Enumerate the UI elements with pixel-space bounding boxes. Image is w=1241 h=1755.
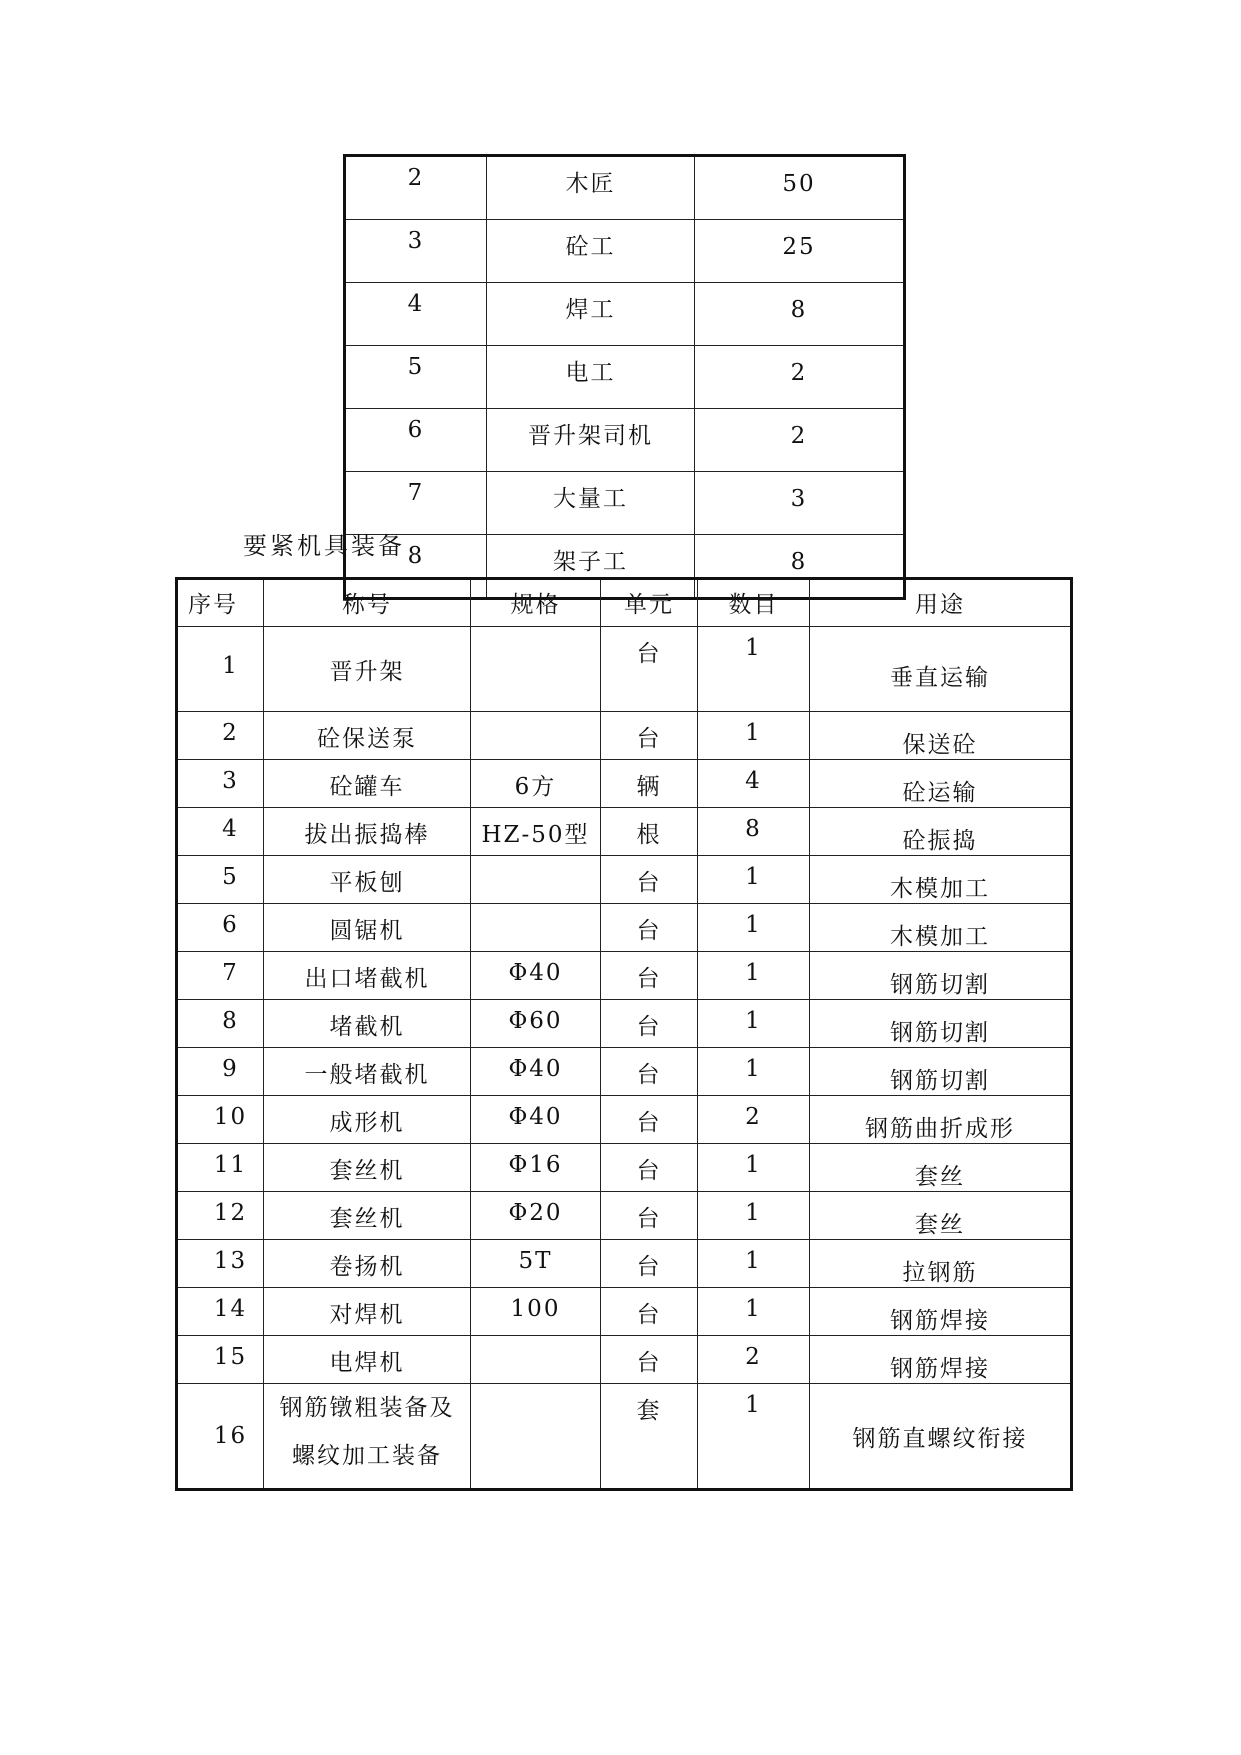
table-row bbox=[177, 952, 1072, 1000]
cell-no: 3 bbox=[177, 760, 264, 808]
cell-name bbox=[264, 1384, 471, 1490]
cell-spec bbox=[471, 627, 601, 712]
cell-use: 钢筋切割 bbox=[810, 1000, 1072, 1048]
cell-name: 堵截机 bbox=[264, 1000, 471, 1048]
table-row bbox=[177, 1336, 1072, 1384]
cell-use: 钢筋切割 bbox=[810, 952, 1072, 1000]
table-row bbox=[177, 1144, 1072, 1192]
cell-use: 套丝 bbox=[810, 1144, 1072, 1192]
cell-trade: 焊工 bbox=[487, 283, 695, 346]
section-heading: 要紧机具装备 bbox=[243, 532, 405, 560]
cell-name: 圆锯机 bbox=[264, 904, 471, 952]
cell-count: 2 bbox=[695, 346, 905, 409]
cell-name: 平板刨 bbox=[264, 856, 471, 904]
table-row bbox=[177, 712, 1072, 760]
labor-table bbox=[343, 154, 906, 600]
header-name: 称号 bbox=[264, 579, 471, 627]
cell-name: 卷扬机 bbox=[264, 1240, 471, 1288]
cell-unit: 台 bbox=[601, 1192, 698, 1240]
header-no: 序号 bbox=[177, 579, 264, 627]
cell-use: 垂直运输 bbox=[810, 627, 1072, 712]
cell-no: 3 bbox=[345, 220, 487, 283]
cell-name: 砼保送泵 bbox=[264, 712, 471, 760]
cell-trade: 木匠 bbox=[487, 156, 695, 220]
table-row bbox=[177, 1288, 1072, 1336]
cell-qty: 8 bbox=[698, 808, 810, 856]
cell-use: 钢筋焊接 bbox=[810, 1336, 1072, 1384]
table-header-row bbox=[177, 579, 1072, 627]
cell-no: 4 bbox=[177, 808, 264, 856]
cell-unit: 台 bbox=[601, 1336, 698, 1384]
cell-name: 一般堵截机 bbox=[264, 1048, 471, 1096]
table-row bbox=[177, 808, 1072, 856]
cell-name: 砼罐车 bbox=[264, 760, 471, 808]
cell-no: 12 bbox=[177, 1192, 264, 1240]
cell-unit: 根 bbox=[601, 808, 698, 856]
cell-use: 砼振捣 bbox=[810, 808, 1072, 856]
header-use: 用途 bbox=[810, 579, 1072, 627]
cell-trade: 架子工 bbox=[487, 535, 695, 599]
cell-trade: 砼工 bbox=[487, 220, 695, 283]
cell-trade: 晋升架司机 bbox=[487, 409, 695, 472]
cell-name: 对焊机 bbox=[264, 1288, 471, 1336]
cell-name: 电焊机 bbox=[264, 1336, 471, 1384]
cell-spec: 6方 bbox=[471, 760, 601, 808]
table-row bbox=[177, 1048, 1072, 1096]
cell-no: 2 bbox=[345, 156, 487, 220]
cell-qty: 1 bbox=[698, 1048, 810, 1096]
cell-no: 5 bbox=[177, 856, 264, 904]
cell-qty: 1 bbox=[698, 904, 810, 952]
cell-spec: Φ60 bbox=[471, 1000, 601, 1048]
table-row bbox=[177, 904, 1072, 952]
cell-use: 拉钢筋 bbox=[810, 1240, 1072, 1288]
cell-no: 4 bbox=[345, 283, 487, 346]
header-qty: 数目 bbox=[698, 579, 810, 627]
cell-use: 木模加工 bbox=[810, 904, 1072, 952]
cell-unit: 台 bbox=[601, 904, 698, 952]
table-row bbox=[177, 1384, 1072, 1490]
cell-spec: Φ40 bbox=[471, 952, 601, 1000]
cell-spec: Φ20 bbox=[471, 1192, 601, 1240]
cell-spec: 5T bbox=[471, 1240, 601, 1288]
cell-qty: 1 bbox=[698, 952, 810, 1000]
cell-unit: 台 bbox=[601, 627, 698, 712]
cell-name: 成形机 bbox=[264, 1096, 471, 1144]
cell-count: 8 bbox=[695, 283, 905, 346]
cell-spec: Φ16 bbox=[471, 1144, 601, 1192]
cell-unit: 辆 bbox=[601, 760, 698, 808]
cell-no: 11 bbox=[177, 1144, 264, 1192]
cell-spec: Φ40 bbox=[471, 1096, 601, 1144]
cell-name-line1: 钢筋镦粗装备及 bbox=[279, 1395, 455, 1421]
cell-use: 套丝 bbox=[810, 1192, 1072, 1240]
cell-name: 晋升架 bbox=[264, 627, 471, 712]
cell-unit: 台 bbox=[601, 856, 698, 904]
cell-unit: 台 bbox=[601, 1288, 698, 1336]
cell-use: 保送砼 bbox=[810, 712, 1072, 760]
cell-qty: 1 bbox=[698, 1288, 810, 1336]
cell-no: 7 bbox=[345, 472, 487, 535]
cell-spec bbox=[471, 1336, 601, 1384]
cell-use: 钢筋切割 bbox=[810, 1048, 1072, 1096]
cell-count: 2 bbox=[695, 409, 905, 472]
cell-use: 砼运输 bbox=[810, 760, 1072, 808]
cell-spec bbox=[471, 712, 601, 760]
cell-use: 钢筋直螺纹衔接 bbox=[810, 1384, 1072, 1490]
cell-no: 10 bbox=[177, 1096, 264, 1144]
cell-qty: 1 bbox=[698, 856, 810, 904]
cell-no: 1 bbox=[177, 627, 264, 712]
cell-name: 套丝机 bbox=[264, 1144, 471, 1192]
cell-no: 5 bbox=[345, 346, 487, 409]
cell-no: 14 bbox=[177, 1288, 264, 1336]
cell-qty: 1 bbox=[698, 1240, 810, 1288]
table-row bbox=[345, 156, 905, 220]
cell-trade: 电工 bbox=[487, 346, 695, 409]
cell-spec bbox=[471, 856, 601, 904]
cell-qty: 2 bbox=[698, 1096, 810, 1144]
cell-no: 15 bbox=[177, 1336, 264, 1384]
cell-qty: 1 bbox=[698, 1192, 810, 1240]
cell-unit: 台 bbox=[601, 952, 698, 1000]
cell-no: 8 bbox=[345, 535, 487, 599]
cell-unit: 台 bbox=[601, 712, 698, 760]
cell-unit: 套 bbox=[601, 1384, 698, 1490]
cell-no: 6 bbox=[345, 409, 487, 472]
cell-spec: 100 bbox=[471, 1288, 601, 1336]
table-row bbox=[177, 856, 1072, 904]
cell-unit: 台 bbox=[601, 1000, 698, 1048]
table-row bbox=[345, 283, 905, 346]
table-row bbox=[345, 220, 905, 283]
header-spec: 规格 bbox=[471, 579, 601, 627]
cell-name-line2: 螺纹加工装备 bbox=[292, 1443, 442, 1469]
cell-use: 钢筋焊接 bbox=[810, 1288, 1072, 1336]
cell-qty: 2 bbox=[698, 1336, 810, 1384]
cell-no: 16 bbox=[177, 1384, 264, 1490]
cell-count: 8 bbox=[695, 535, 905, 599]
cell-name: 出口堵截机 bbox=[264, 952, 471, 1000]
cell-unit: 台 bbox=[601, 1096, 698, 1144]
cell-qty: 1 bbox=[698, 1144, 810, 1192]
cell-no: 7 bbox=[177, 952, 264, 1000]
cell-no: 8 bbox=[177, 1000, 264, 1048]
cell-name: 套丝机 bbox=[264, 1192, 471, 1240]
table-row bbox=[345, 472, 905, 535]
cell-trade: 大量工 bbox=[487, 472, 695, 535]
cell-count: 3 bbox=[695, 472, 905, 535]
table-row bbox=[345, 409, 905, 472]
table-row bbox=[177, 1096, 1072, 1144]
cell-unit: 台 bbox=[601, 1144, 698, 1192]
cell-no: 9 bbox=[177, 1048, 264, 1096]
equipment-table bbox=[175, 577, 1073, 1491]
cell-spec: Φ40 bbox=[471, 1048, 601, 1096]
cell-no: 6 bbox=[177, 904, 264, 952]
cell-no: 13 bbox=[177, 1240, 264, 1288]
cell-name: 拔出振捣棒 bbox=[264, 808, 471, 856]
cell-qty: 4 bbox=[698, 760, 810, 808]
cell-use: 钢筋曲折成形 bbox=[810, 1096, 1072, 1144]
cell-qty: 1 bbox=[698, 627, 810, 712]
cell-count: 50 bbox=[695, 156, 905, 220]
table-row bbox=[177, 1192, 1072, 1240]
cell-spec: HZ-50型 bbox=[471, 808, 601, 856]
cell-no: 2 bbox=[177, 712, 264, 760]
table-row bbox=[177, 1000, 1072, 1048]
cell-spec bbox=[471, 904, 601, 952]
table-row bbox=[177, 1240, 1072, 1288]
cell-spec bbox=[471, 1384, 601, 1490]
cell-qty: 1 bbox=[698, 1000, 810, 1048]
cell-qty: 1 bbox=[698, 712, 810, 760]
table-row bbox=[177, 760, 1072, 808]
cell-unit: 台 bbox=[601, 1048, 698, 1096]
cell-qty: 1 bbox=[698, 1384, 810, 1490]
cell-unit: 台 bbox=[601, 1240, 698, 1288]
cell-count: 25 bbox=[695, 220, 905, 283]
cell-use: 木模加工 bbox=[810, 856, 1072, 904]
table-row bbox=[345, 346, 905, 409]
header-unit: 单元 bbox=[601, 579, 698, 627]
table-row bbox=[177, 627, 1072, 712]
